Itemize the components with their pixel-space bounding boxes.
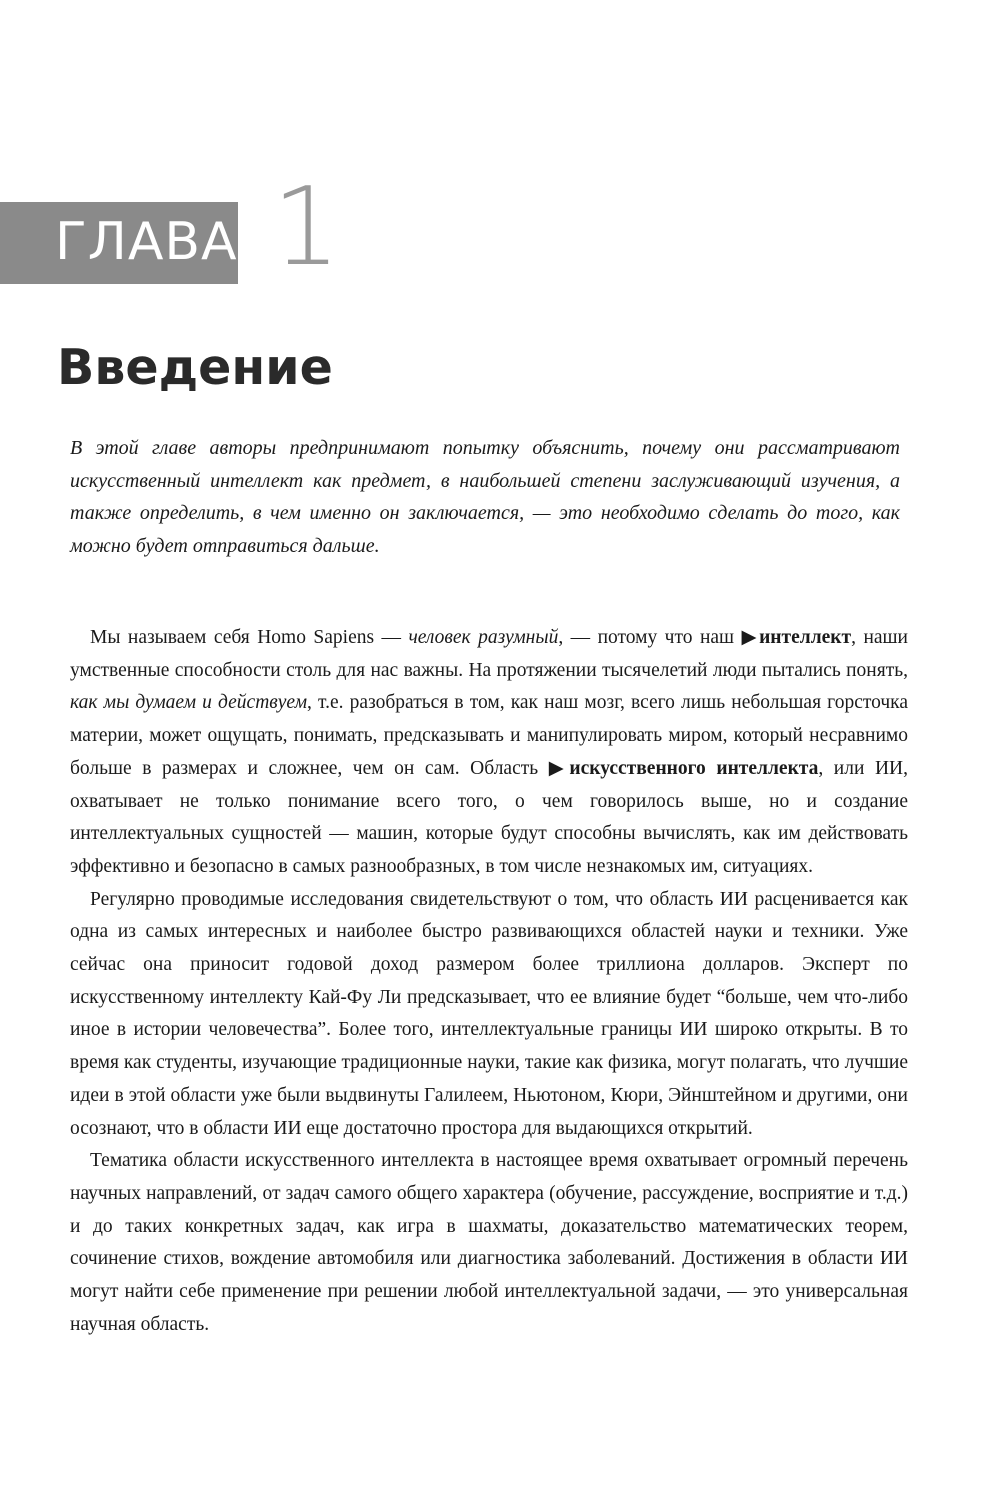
text-run: , т.е. разобраться в том, как наш мозг, всего лишь небольшая горсточка материи, может ощущать, понимать, предсказывать и манипулировать миром, который несравнимо больше в размерах и сложнее, чем он сам. Область [70,692,908,779]
text-run: Мы называем себя Homo Sapiens — [90,627,409,648]
term-artificial-intelligence: искусственного интеллекта [569,757,819,779]
paragraph-2: Регулярно проводимые исследования свидетельствуют о том, что область ИИ расценивается как одна из самых интересных и наиболее быстро развивающихся областей науки и техники. Уже сейчас она приносит годовой доход размером более триллиона долларов. Эксперт по искусственному интеллекту Кай-Фу Ли предсказывает, что ее влияние будет “больше, чем что-либо иное в истории человечества”. Более того, интеллектуальные границы ИИ широко открыты. В то время как студенты, изучающие традиционные науки, такие как физика, могут полагать, что лучшие идеи в этой области уже были выдвинуты Галилеем, Ньютоном, Кюри, Эйнштейном и другими, они осознают, что в области ИИ еще достаточно простора для выдающихся открытий. [70,888,908,1139]
term-marker-icon: ▶ [741,627,760,648]
term-intelligence: интеллект [759,627,852,648]
text-run: , — потому что наш [558,627,742,648]
emphasis-think-act: как мы думаем и действуем [70,692,308,714]
chapter-label: ГЛАВА [55,212,238,272]
term-marker-icon: ▶ [548,757,570,779]
chapter-number: 1 [272,165,341,290]
text-run: , или ИИ, охватывает не только понимание всего того, о чем говорилось выше, но и создание интеллектуальных сущностей — машин, которые будут способны вычислять, как им действовать эффективно и безопасно в самых разнообразных, в том числе незнакомых им, ситуациях. [70,757,908,877]
paragraph-1 [70,622,908,884]
text-run: , наши умственные способности столь для нас важны. На протяжении тысячелетий люди пытались понять, [70,627,908,681]
chapter-title: Введение [57,339,333,396]
body-text [70,622,908,1341]
paragraph-3: Тематика области искусственного интеллекта в настоящее время охватывает огромный перечень научных направлений, от задач самого общего характера (обучение, рассуждение, восприятие и т.д.) и до таких конкретных задач, как игра в шахматы, доказательство математических теорем, сочинение стихов, вождение автомобиля или диагностика заболеваний. Достижения в области ИИ могут найти себе применение при решении любой интеллектуальной задачи, — это универсальная научная область. [70,1150,908,1335]
chapter-intro: В этой главе авторы предпринимают попытку объяснить, почему они рассматривают искусственный интеллект как предмет, в наибольшей степени заслуживающий изучения, а также определить, в чем именно он заключается, — это необходимо сделать до того, как можно будет отправиться дальше. [70,437,900,557]
emphasis-homo-sapiens: человек разумный [408,627,559,648]
